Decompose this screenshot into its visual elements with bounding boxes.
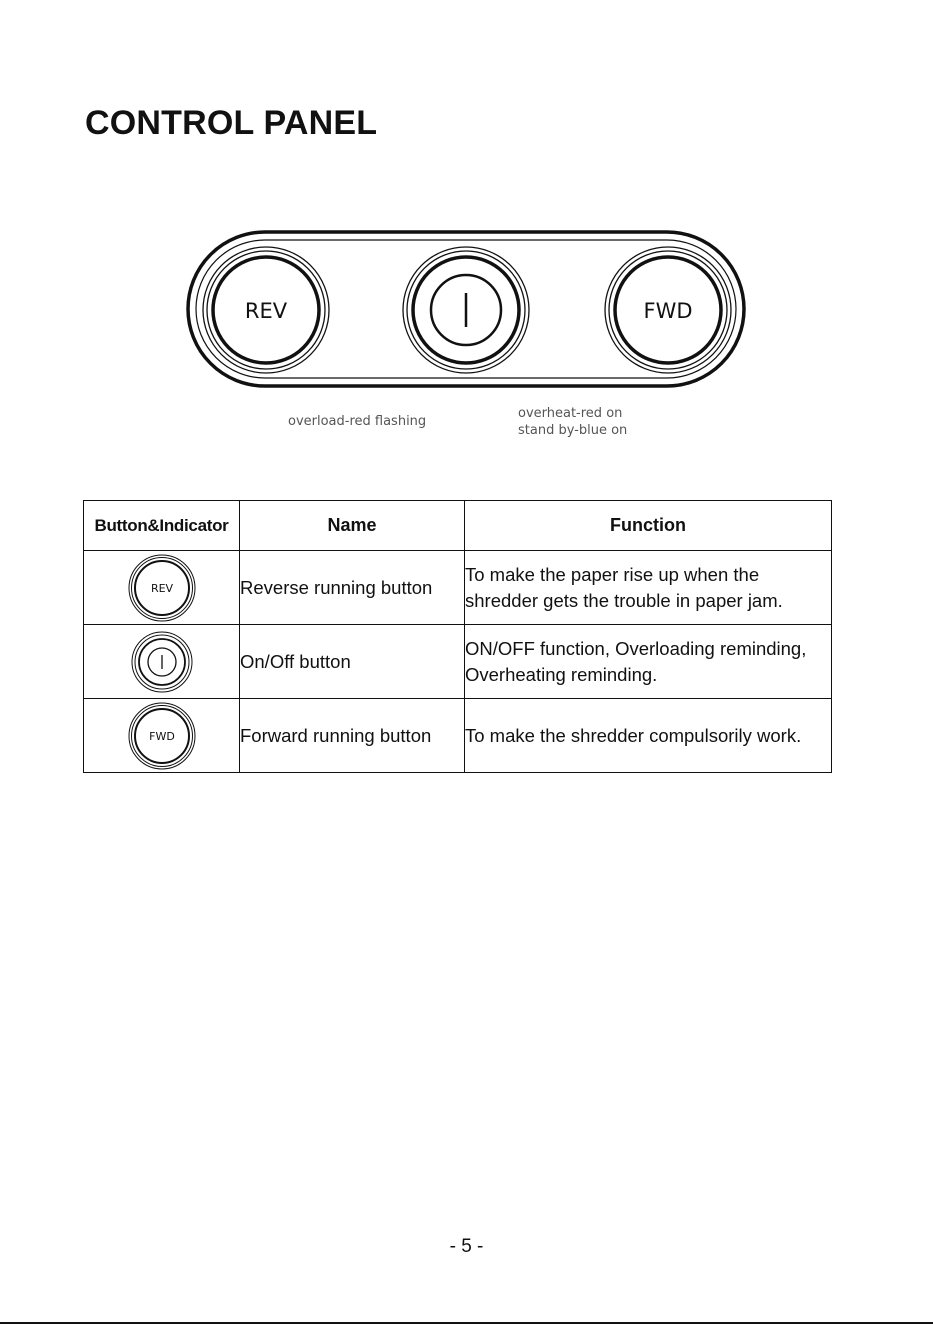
standby-indicator-note: stand by-blue on <box>518 423 628 438</box>
power-button[interactable] <box>403 247 529 373</box>
row-name: Reverse running button <box>240 551 465 625</box>
table-row <box>84 699 832 773</box>
row-icon-cell <box>84 625 240 699</box>
header-function: Function <box>465 501 832 551</box>
rev-button-icon <box>127 553 197 623</box>
row-function <box>465 625 832 699</box>
page-number: - 5 - <box>449 1236 484 1257</box>
overload-indicator-note: overload-red flashing <box>288 414 427 429</box>
rev-button-label: REV <box>244 299 288 323</box>
row-function-text: ON/OFF function, Overloading reminding, Overheating reminding. <box>465 637 807 685</box>
control-panel-table <box>83 500 832 773</box>
fwd-icon-label: FWD <box>148 729 175 743</box>
page-title: CONTROL PANEL <box>85 104 378 142</box>
table-row <box>84 625 832 699</box>
fwd-button[interactable] <box>605 247 731 373</box>
overheat-indicator-note: overheat-red on <box>518 406 623 421</box>
row-icon-cell <box>84 699 240 773</box>
row-function-text: To make the shredder compulsorily work. <box>465 724 802 746</box>
row-function <box>465 551 832 625</box>
table-header-row <box>84 501 832 551</box>
power-button-icon <box>127 627 197 697</box>
fwd-button-icon <box>127 701 197 771</box>
row-name: Forward running button <box>240 699 465 773</box>
row-icon-cell <box>84 551 240 625</box>
row-function-text: To make the paper rise up when the shredder gets the trouble in paper jam. <box>465 563 783 611</box>
row-name: On/Off button <box>240 625 465 699</box>
header-name: Name <box>240 501 465 551</box>
table-row <box>84 551 832 625</box>
control-panel-diagram <box>186 230 748 390</box>
fwd-button-label: FWD <box>643 299 693 323</box>
header-button-indicator: Button&Indicator <box>84 501 240 551</box>
rev-button[interactable] <box>203 247 329 373</box>
rev-icon-label: REV <box>150 581 173 595</box>
row-function <box>465 699 832 773</box>
